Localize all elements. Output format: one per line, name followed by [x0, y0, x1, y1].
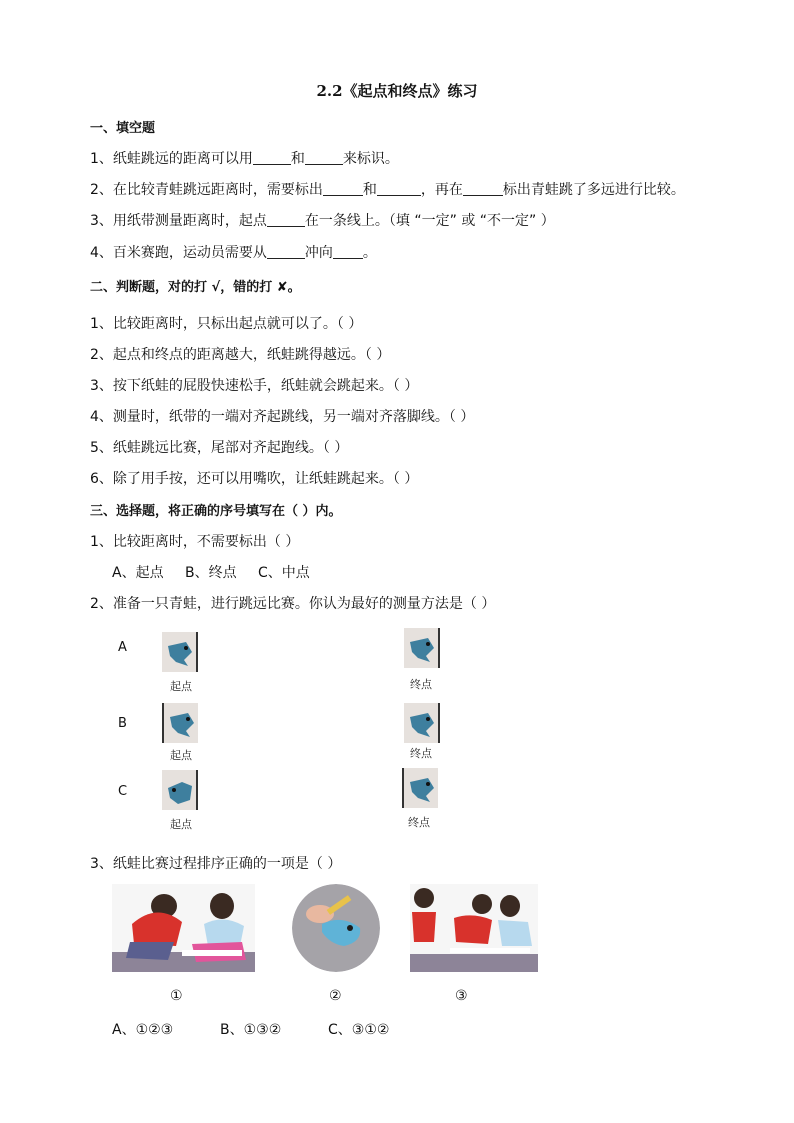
judgment-item-6: 6、除了用手按，还可以用嘴吹，让纸蛙跳起来。（ ）	[90, 471, 419, 487]
frog-card-start-a	[162, 632, 198, 672]
answer-blank[interactable]	[267, 212, 305, 227]
frog-icon	[162, 632, 196, 672]
frog-icon	[164, 703, 198, 743]
frog-card-end-c	[402, 768, 438, 808]
answer-blank[interactable]	[305, 150, 343, 165]
frog-card-start-b	[162, 703, 198, 743]
competition-photo-illustration	[410, 884, 538, 972]
caption-end-a: 终点	[410, 678, 432, 691]
frog-icon	[404, 703, 438, 743]
answer-blank[interactable]	[253, 150, 291, 165]
photo-paper-frog	[292, 884, 380, 972]
judgment-item-1: 1、比较距离时，只标出起点就可以了。（ ）	[90, 316, 363, 332]
frog-icon	[162, 770, 196, 810]
judgment-item-5: 5、纸蛙跳远比赛，尾部对齐起跑线。（ ）	[90, 440, 349, 456]
photo-label-2: ②	[329, 988, 342, 1004]
answer-blank[interactable]	[463, 181, 503, 196]
choice-option-b: B、终点	[185, 565, 237, 581]
fill-question-2: 2、在比较青蛙跳远距离时，需要标出 和 ，再在 标出青蛙跳了多远进行比较。	[90, 182, 685, 198]
frog-card-end-b	[404, 703, 440, 743]
judgment-item-3: 3、按下纸蛙的屁股快速松手，纸蛙就会跳起来。（ ）	[90, 378, 419, 394]
choice-question-2: 2、准备一只青蛙，进行跳远比赛。你认为最好的测量方法是（ ）	[90, 596, 496, 612]
photo-children-measuring	[112, 884, 255, 972]
caption-end-c: 终点	[408, 816, 430, 829]
sequence-option-a: A、①②③	[112, 1022, 174, 1038]
row-letter-c: C	[118, 784, 128, 799]
section-choice-heading: 三、选择题，将正确的序号填写在（ ）内。	[90, 504, 342, 519]
caption-end-b: 终点	[410, 747, 432, 760]
frog-icon	[404, 628, 438, 668]
row-letter-a: A	[118, 640, 127, 655]
section-fill-blank-heading: 一、填空题	[90, 121, 156, 136]
frog-card-end-a	[404, 628, 440, 668]
photo-label-3: ③	[455, 988, 468, 1004]
sequence-option-b: B、①③②	[220, 1022, 282, 1038]
answer-blank[interactable]	[377, 181, 421, 196]
choice-option-c: C、中点	[258, 565, 310, 581]
choice-option-a: A、起点	[112, 565, 164, 581]
children-photo-illustration	[112, 884, 255, 972]
choice-question-3: 3、纸蛙比赛过程排序正确的一项是（ ）	[90, 856, 342, 872]
answer-blank[interactable]	[333, 244, 363, 259]
frog-card-start-c	[162, 770, 198, 810]
caption-start-a: 起点	[170, 680, 192, 693]
frog-icon	[404, 768, 438, 808]
judgment-item-4: 4、测量时，纸带的一端对齐起跳线，另一端对齐落脚线。（ ）	[90, 409, 475, 425]
fill-question-1: 1、纸蛙跳远的距离可以用 和 来标识。	[90, 151, 399, 167]
judgment-item-2: 2、起点和终点的距离越大，纸蛙跳得越远。（ ）	[90, 347, 391, 363]
row-letter-b: B	[118, 716, 127, 731]
page-title: 2.2《起点和终点》练习	[316, 82, 478, 100]
answer-blank[interactable]	[323, 181, 363, 196]
caption-start-b: 起点	[170, 749, 192, 762]
sequence-option-c: C、③①②	[328, 1022, 390, 1038]
choice-question-1: 1、比较距离时，不需要标出（ ）	[90, 534, 300, 550]
caption-start-c: 起点	[170, 818, 192, 831]
section-judgment-heading: 二、判断题，对的打 √，错的打 ✘。	[90, 280, 301, 295]
photo-label-1: ①	[170, 988, 183, 1004]
paper-frog-photo-illustration	[292, 884, 380, 972]
answer-blank[interactable]	[267, 244, 305, 259]
fill-question-4: 4、百米赛跑，运动员需要从 冲向 。	[90, 245, 377, 261]
fill-question-3: 3、用纸带测量距离时，起点 在一条线上。（填 “一定” 或 “不一定” ）	[90, 213, 555, 229]
photo-children-competition	[410, 884, 538, 972]
